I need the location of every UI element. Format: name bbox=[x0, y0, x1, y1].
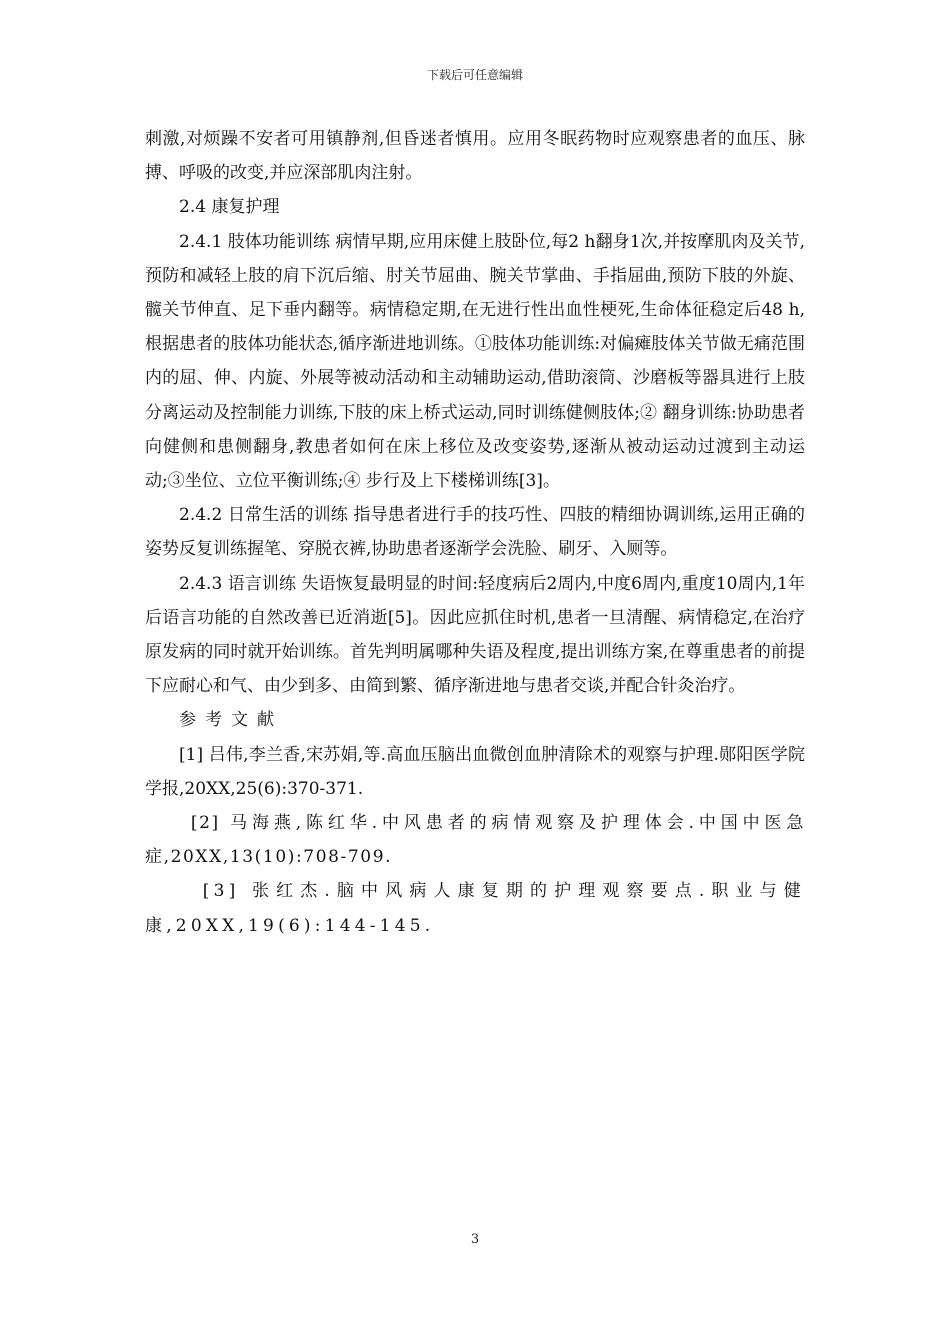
document-body bbox=[145, 122, 805, 943]
references-title: 参考文献 bbox=[179, 710, 283, 731]
paragraph-continuation: 刺激,对烦躁不安者可用镇静剂,但昏迷者慎用。应用冬眠药物时应观察患者的血压、脉搏、呼吸的改变,并应深部肌肉注射。 bbox=[145, 129, 805, 184]
reference-item-1: [1] 吕伟,李兰香,宋苏娟,等.高血压脑出血微创血肿清除术的观察与护理.郧阳医学院学报,20XX,25(6):370-371. bbox=[145, 744, 805, 799]
reference-item-2: [2] 马海燕,陈红华.中风患者的病情观察及护理体会.中国中医急症,20XX,13(10):708-709. bbox=[145, 813, 805, 868]
paragraph-language-training: 2.4.3 语言训练 失语恢复最明显的时间:轻度病后2周内,中度6周内,重度10周内,1年后语言功能的自然改善已近消逝[5]。因此应抓住时机,患者一旦清醒、病情稳定,在治疗原发病的同时就开始训练。首先判明属哪种失语及程度,提出训练方案,在尊重患者的前提下应耐心和气、由少到多、由简到繁、循序渐进地与患者交谈,并配合针灸治疗。 bbox=[145, 573, 805, 697]
paragraph-daily-living: 2.4.2 日常生活的训练 指导患者进行手的技巧性、四肢的精细协调训练,运用正确的姿势反复训练握笔、穿脱衣裤,协助患者逐渐学会洗脸、刷牙、入厕等。 bbox=[145, 505, 805, 560]
paragraph-limb-training: 2.4.1 肢体功能训练 病情早期,应用床健上肢卧位,每2 h翻身1次,并按摩肌肉及关节,预防和减轻上肢的肩下沉后缩、肘关节屈曲、腕关节掌曲、手指屈曲,预防下肢的外旋、髋关节伸直、足下垂内翻等。病情稳定期,在无进行性出血性梗死,生命体征稳定后48 h,根据患者的肢体功能状态,循序渐进地训练。①肢体功能训练:对偏瘫肢体关节做无痛范围内的屈、伸、内旋、外展等被动活动和主动辅助运动,借助滚筒、沙磨板等器具进行上肢分离运动及控制能力训练,下肢的床上桥式运动,同时训练健侧肢体;② 翻身训练:协助患者向健侧和患侧翻身,教患者如何在床上移位及改变姿势,逐渐从被动运动过渡到主动运动;③坐位、立位平衡训练;④ 步行及上下楼梯训练[3]。 bbox=[145, 231, 805, 492]
page-number: 3 bbox=[470, 1232, 480, 1247]
section-heading-rehab: 2.4 康复护理 bbox=[179, 197, 280, 218]
reference-item-3: [3] 张红杰.脑中风病人康复期的护理观察要点.职业与健康,20XX,19(6):144-145. bbox=[145, 881, 805, 936]
page-header: 下载后可任意编辑 bbox=[426, 68, 523, 82]
